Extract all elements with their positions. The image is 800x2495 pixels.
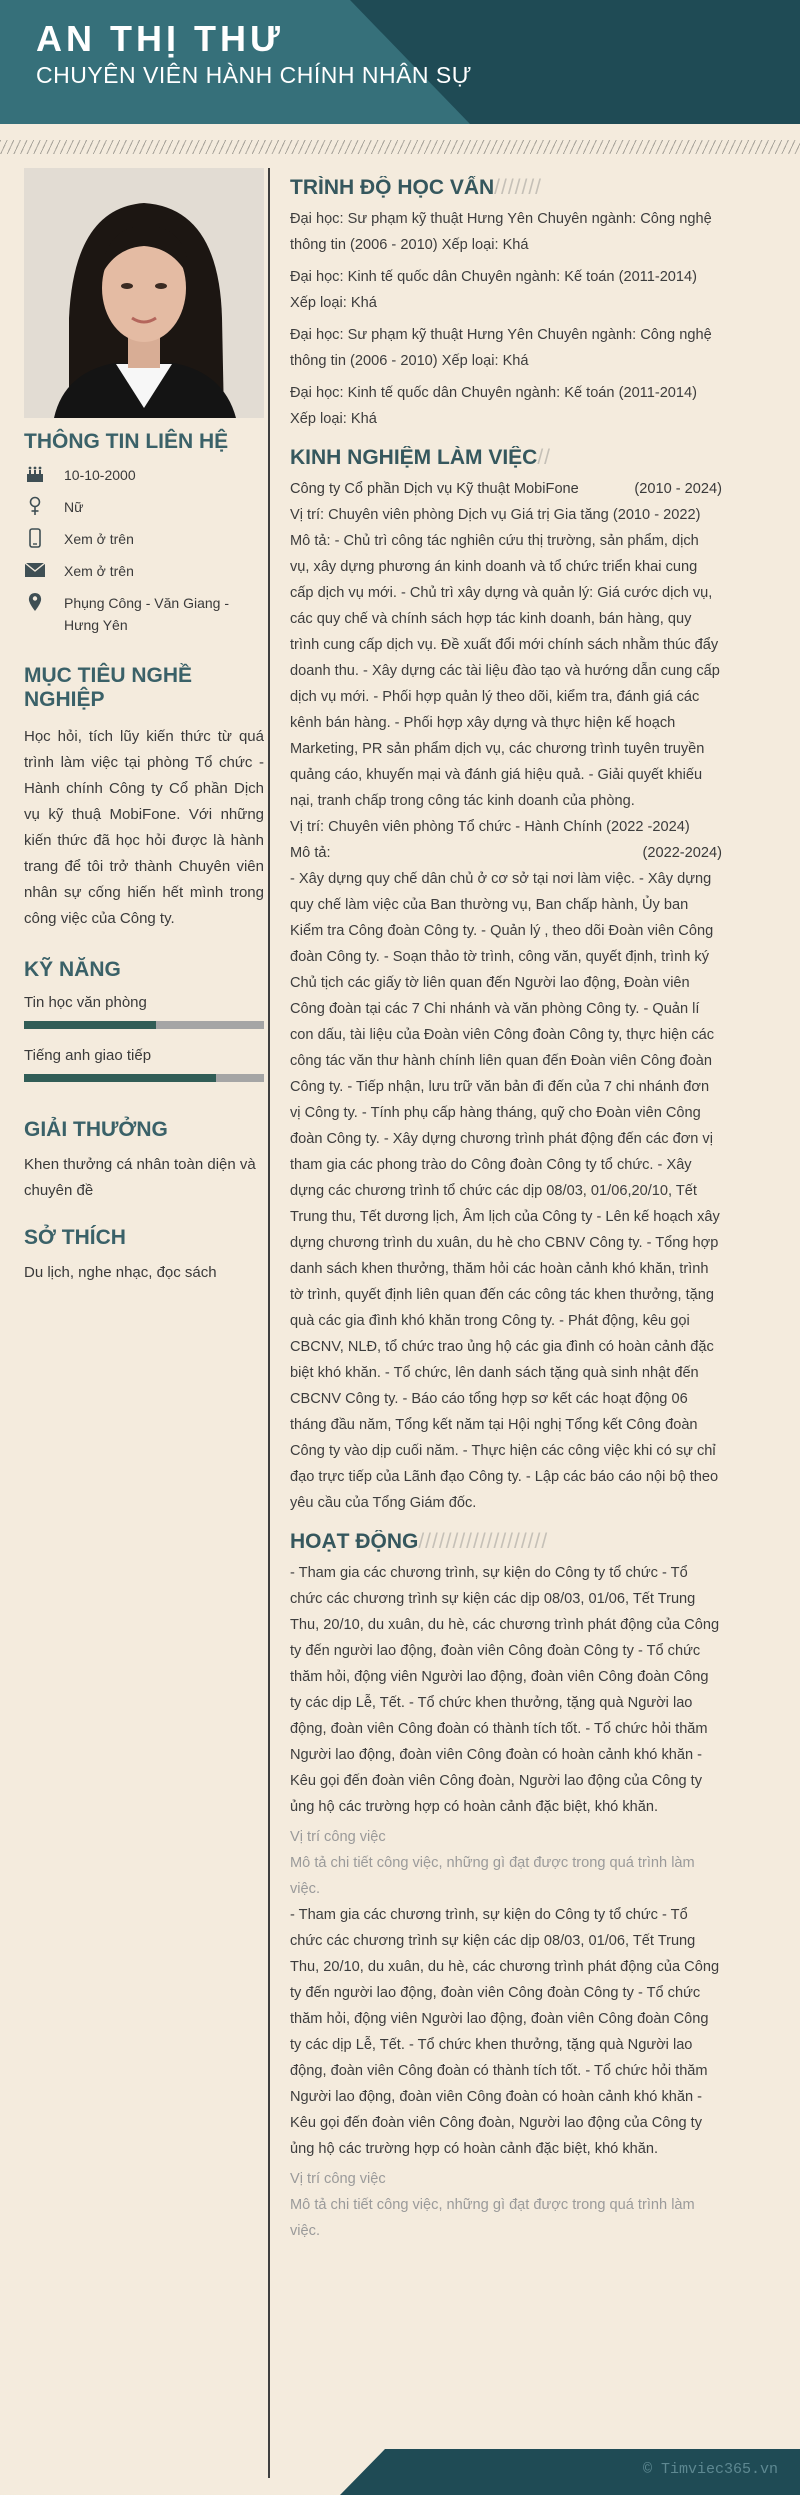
contact-phone	[24, 528, 264, 550]
profile-photo	[24, 168, 264, 418]
awards-section-title: GIẢI THƯỞNG	[24, 1118, 168, 1141]
experience-position: Vị trí: Chuyên viên phòng Dịch vụ Giá trị Gia tăng (2010 - 2022)	[290, 507, 701, 523]
candidate-title: CHUYÊN VIÊN HÀNH CHÍNH NHÂN SỰ	[36, 62, 472, 88]
contact-gender-text: Nữ	[64, 499, 84, 515]
education-title-slashes: ///////	[494, 176, 543, 199]
skill-label-office: Tin học văn phòng	[24, 994, 147, 1011]
activity-text: - Tham gia các chương trình, sự kiện do Công ty tổ chức - Tổ chức các chương trình sự kiện các dịp 08/03, 01/06, Tết Trung Thu, 20/10, du xuân, du hè, các chương trình phát động của Công ty đến người lao động, đoàn viên Công đoàn Công ty - Tổ chức thăm hỏi, động viên Người lao động, đoàn viên Công đoàn Công ty các dịp Lễ, Tết. - Tổ chức khen thưởng, tặng quà Người lao động, đoàn viên Công đoàn có thành tích tốt. - Tổ chức hỏi thăm Người lao động, đoàn viên Công đoàn có hoàn cảnh khó khăn - Kêu gọi đến đoàn viên Công đoàn, Người lao động của Công ty ủng hộ các trường hợp có hoàn cảnh đặc biệt, khó khăn.	[290, 1565, 720, 1815]
contact-section-title: THÔNG TIN LIÊN HỆ	[24, 430, 229, 453]
activity-position-placeholder: Vị trí công việc	[290, 1829, 386, 1845]
experience-section-title	[290, 446, 722, 470]
experience-desc-row	[290, 840, 722, 866]
experience-company-period: (2010 - 2024)	[634, 481, 722, 497]
education-line: Xếp loại: Khá	[290, 411, 377, 427]
objective-section-title: MỤC TIÊU NGHỀ NGHIỆP	[24, 664, 192, 711]
contact-address	[24, 592, 264, 636]
hobbies-text: Du lịch, nghe nhạc, đọc sách	[24, 1264, 217, 1281]
hatch-divider	[0, 140, 800, 154]
experience-title-text: KINH NGHIỆM LÀM VIỆC	[290, 446, 538, 469]
contact-birthday-text: 10-10-2000	[64, 467, 136, 483]
gender-icon	[24, 496, 46, 516]
education-section-title	[290, 176, 722, 200]
education-line: Xếp loại: Khá	[290, 295, 377, 311]
contact-gender	[24, 496, 264, 518]
experience-company-row	[290, 476, 722, 502]
activities-title-slashes: ///////////////////	[418, 1530, 549, 1553]
candidate-name: AN THỊ THƯ	[36, 18, 284, 59]
activity-desc-placeholder: Mô tả chi tiết công việc, những gì đạt được trong quá trình làm việc.	[290, 1855, 695, 1897]
experience-desc-period: (2022-2024)	[642, 845, 722, 861]
contact-phone-text: Xem ở trên	[64, 531, 134, 547]
experience-title-slashes: //	[537, 446, 552, 469]
activity-desc-placeholder: Mô tả chi tiết công việc, những gì đạt được trong quá trình làm việc.	[290, 2197, 695, 2239]
skill-bar-fill	[24, 1021, 156, 1029]
activities-title-text: HOẠT ĐỘNG	[290, 1530, 419, 1553]
phone-icon	[24, 528, 46, 548]
education-line: Đại học: Kinh tế quốc dân Chuyên ngành: Kế toán (2011-2014)	[290, 385, 698, 401]
awards-text: Khen thưởng cá nhân toàn diện và chuyên đề	[24, 1156, 256, 1199]
skills-section-title: KỸ NĂNG	[24, 958, 121, 981]
profile-photo-illustration	[24, 168, 264, 418]
experience-company: Công ty Cổ phần Dịch vụ Kỹ thuật MobiFone	[290, 481, 579, 497]
contact-email	[24, 560, 264, 582]
location-pin-icon	[24, 592, 46, 612]
education-line: Đại học: Sư phạm kỹ thuật Hưng Yên Chuyên ngành: Công nghệ thông tin (2006 - 2010) Xếp loại: Khá	[290, 211, 712, 253]
experience-description: Mô tả: - Chủ trì công tác nghiên cứu thị trường, sản phẩm, dịch vụ, xây dựng phương án kinh doanh và tổ chức triển khai cung cấp dịch vụ mới. - Chủ trì xây dựng và quản lý: Giá cước dịch vụ, các quy chế và chính sách hợp tác kinh doanh, bán hàng, quy trình cung cấp dịch vụ. Đề xuất đổi mới chính sách nhằm thúc đẩy doanh thu. - Xây dựng các tài liệu đào tạo và hướng dẫn cung cấp dịch vụ mới. - Phối hợp quản lý theo dõi, kiểm tra, đánh giá các kênh bán hàng. - Phối hợp xây dựng và thực hiện kế hoạch Marketing, PR sản phẩm dịch vụ, các chương trình tuyên truyền quảng cáo, khuyến mại và đánh giá hiệu quả. - Giải quyết khiếu nại, tranh chấp trong công tác kinh doanh của phòng.	[290, 533, 720, 809]
resume-footer	[0, 2449, 800, 2495]
column-divider	[268, 168, 270, 2478]
experience-position: Vị trí: Chuyên viên phòng Tổ chức - Hành Chính (2022 -2024)	[290, 819, 690, 835]
experience-desc-label: Mô tả:	[290, 845, 331, 861]
footer-brand: © Timviec365.vn	[642, 2461, 778, 2478]
objective-text: Học hỏi, tích lũy kiến thức từ quá trình làm việc tại phòng Tổ chức - Hành chính Công ty Cổ phần Dịch vụ kỹ thuậ MobiFone. Với những kiến thức đã học hỏi được là hành trang để tôi trở thành Chuyên viên nhân sự cống hiến hết mình trong công việc của Công ty.	[24, 728, 264, 927]
skill-bar-english	[24, 1074, 264, 1082]
contact-birthday	[24, 464, 264, 486]
education-title-text: TRÌNH ĐỘ HỌC VẤN	[290, 176, 495, 199]
activity-text: - Tham gia các chương trình, sự kiện do Công ty tổ chức - Tổ chức các chương trình sự kiện các dịp 08/03, 01/06, Tết Trung Thu, 20/10, du xuân, du hè, các chương trình phát động của Công ty đến người lao động, đoàn viên Công đoàn Công ty - Tổ chức thăm hỏi, động viên Người lao động, đoàn viên Công đoàn Công ty các dịp Lễ, Tết. - Tổ chức khen thưởng, tặng quà Người lao động, đoàn viên Công đoàn có thành tích tốt. - Tổ chức hỏi thăm Người lao động, đoàn viên Công đoàn có hoàn cảnh khó khăn - Kêu gọi đến đoàn viên Công đoàn, Người lao động của Công ty ủng hộ các trường hợp có hoàn cảnh đặc biệt, khó khăn.	[290, 1907, 720, 2157]
skill-label-english: Tiếng anh giao tiếp	[24, 1047, 152, 1064]
experience-description: - Xây dựng quy chế dân chủ ở cơ sở tại nơi làm việc. - Xây dựng quy chế làm việc của Ban thường vụ, Ban chấp hành, Ủy ban Kiểm tra Công đoàn Công ty. - Quản lý , theo dõi Đoàn viên Công đoàn Công ty. - Soạn thảo tờ trình, công văn, quyết định, trình ký Chủ tịch các giấy tờ liên quan đến Người lao động, Đoàn viên Công đoàn tại các 7 Chi nhánh và văn phòng Công ty. - Quản lí con dấu, tài liệu của Đoàn viên Công đoàn Công ty, thực hiện các công tác văn thư hành chính liên quan đến Đoàn viên Công đoàn Công ty. - Tiếp nhận, lưu trữ văn bản đi đến của 7 chi nhánh đơn vị Công ty. - Tính phụ cấp hàng tháng, quỹ cho Đoàn viên Công đoàn Công ty. - Xây dựng chương trình phát động đến các đơn vị tham gia các phong trào do Công đoàn Công ty tổ chức. - Xây dựng các chương trình tổ chức các dịp 08/03, 01/06,20/10, Tết Trung thu, Tết dương lịch, Âm lịch của Công ty - Lên kế hoạch xây dựng chương trình du xuân, du hè cho CBNV Công ty. - Tổng hợp danh sách khen thưởng, thăm hỏi các hoàn cảnh khó khăn, trình tờ trình, quyết định liên quan đến các công tác khen thưởng, tặng quà các gia đình khó khăn trong Công ty. - Phát động, kêu gọi CBCNV, NLĐ, tổ chức trao ủng hộ các gia đình có hoàn cảnh đặc biệt khó khăn. - Tổ chức, lên danh sách tặng quà sinh nhật đến CBCNV Công ty. - Báo cáo tổng hợp sơ kết các hoạt động 06 tháng đầu năm, Tổng kết năm tại Hội nghị Tổng kết Công đoàn Công ty vào dịp cuối năm. - Thực hiện các công việc khi có sự chỉ đạo trực tiếp của Lãnh đạo Công ty. - Lập các báo cáo nội bộ theo yêu cầu của Tổng Giám đốc.	[290, 871, 720, 1511]
left-column	[24, 168, 264, 1286]
right-column	[290, 176, 722, 2244]
education-line: Đại học: Kinh tế quốc dân Chuyên ngành: Kế toán (2011-2014)	[290, 269, 698, 285]
skill-bar-fill	[24, 1074, 216, 1082]
activities-section-title	[290, 1530, 722, 1554]
education-line: Đại học: Sư phạm kỹ thuật Hưng Yên Chuyên ngành: Công nghệ thông tin (2006 - 2010) Xếp loại: Khá	[290, 327, 712, 369]
resume-header	[0, 0, 800, 128]
email-icon	[24, 560, 46, 580]
contact-email-text: Xem ở trên	[64, 563, 134, 579]
skill-bar-office	[24, 1021, 264, 1029]
hobbies-section-title: SỞ THÍCH	[24, 1226, 126, 1249]
activity-position-placeholder: Vị trí công việc	[290, 2171, 386, 2187]
contact-address-text: Phụng Công - Văn Giang - Hưng Yên	[64, 595, 229, 633]
birthday-cake-icon	[24, 464, 46, 484]
